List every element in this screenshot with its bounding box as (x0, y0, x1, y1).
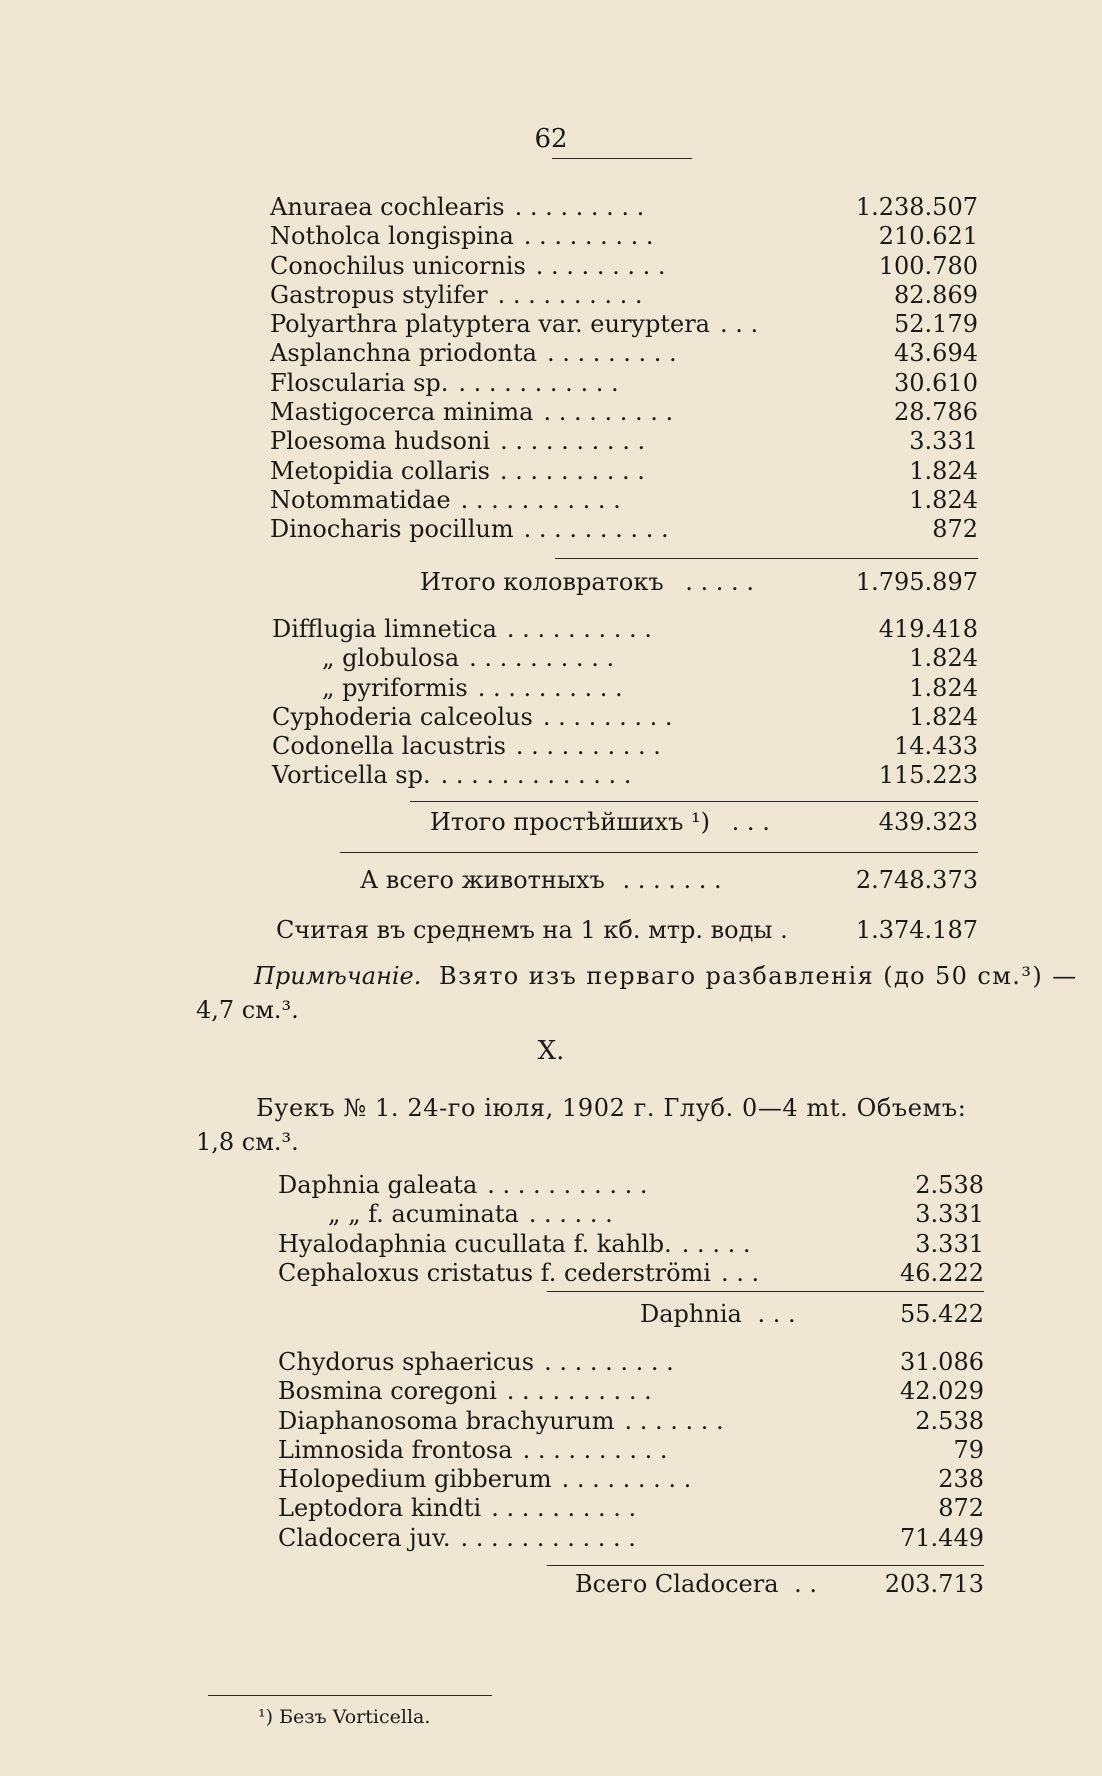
table-row (270, 222, 978, 251)
leader-dots: . . . . . . . . . . . . . (440, 761, 632, 790)
row-name: Notommatidae . . . . . . . . . . . (270, 485, 621, 514)
table-row (278, 1200, 984, 1229)
table-row (272, 674, 978, 703)
table-row (278, 1348, 984, 1377)
leader-dots: . . . . . . . . . . (523, 515, 669, 544)
table-row (272, 761, 978, 790)
table-row (270, 281, 978, 310)
cladocera-total-value: 203.713 (884, 1570, 984, 1598)
row-name: Hyalodaphnia cucullata f. kahlb. . . . . . (278, 1229, 751, 1258)
row-value: 872 (932, 515, 978, 544)
row-name: Conochilus unicornis . . . . . . . . . (270, 251, 666, 280)
row-name: „ „ f. acuminata . . . . . . (328, 1200, 613, 1229)
row-value: 30.610 (894, 368, 978, 397)
table-row (272, 644, 978, 673)
all-animals-value: 2.748.373 (855, 866, 978, 894)
row-name: Vorticella sp. . . . . . . . . . . . . . (272, 761, 632, 790)
row-name: Anuraea cochlearis . . . . . . . . . (270, 193, 645, 221)
leader-dots: . . . . . . . . . . (522, 1435, 668, 1464)
row-value: 52.179 (894, 310, 978, 339)
row-name: Limnosida frontosa . . . . . . . . . . (278, 1435, 668, 1464)
rotifers-table (270, 193, 978, 545)
per-m3-row (276, 916, 978, 946)
protozoa-table (272, 615, 978, 791)
all-animals-label: А всего животныхъ . . . . . . . (360, 866, 722, 894)
table-row (270, 427, 978, 456)
daphnia-table (278, 1171, 984, 1288)
row-value: 82.869 (894, 280, 978, 309)
footnote-rule (208, 1695, 492, 1696)
note-line (254, 962, 1078, 990)
note-text: Взято изъ перваго разбавленія (до 50 см.³) — (439, 962, 1078, 990)
table-row (278, 1524, 984, 1553)
table-row (272, 615, 978, 644)
table-row (270, 369, 978, 398)
row-name: Notholca longispina . . . . . . . . . (270, 222, 654, 251)
leader-dots: . . . . . . . . . (542, 702, 673, 731)
leader-dots: . . . (719, 310, 759, 339)
row-value: 1.824 (909, 644, 978, 673)
leader-dots: . . . . . . . . . (535, 251, 666, 280)
leader-dots: . . . . . . . . . . . (458, 368, 619, 397)
leader-dots: . . . . . . . . . (546, 339, 677, 368)
table-row (278, 1494, 984, 1523)
protozoa-total-value: 439.323 (878, 808, 978, 836)
row-value: 1.238.507 (855, 193, 978, 221)
row-name: Mastigocerca minima . . . . . . . . . (270, 398, 674, 427)
table-row (278, 1230, 984, 1259)
row-value: 43.694 (894, 339, 978, 368)
row-value: 1.824 (909, 456, 978, 485)
leader-dots: . . . (720, 1258, 760, 1287)
row-value: 3.331 (915, 1200, 984, 1229)
row-value: 3.331 (915, 1229, 984, 1258)
leader-dots: . . . . . . . . . (514, 193, 645, 221)
row-value: 115.223 (878, 761, 978, 790)
leader-dots: . . . . . . . . . (523, 222, 654, 251)
cladocera-total-row (575, 1570, 984, 1600)
page-number: 62 (534, 124, 568, 154)
table-row (270, 193, 978, 222)
cladocera-total-label: Всего Cladocera . . (575, 1570, 818, 1598)
row-value: 872 (938, 1494, 984, 1523)
row-value: 1.824 (909, 485, 978, 514)
all-animals-rule (340, 852, 978, 853)
row-name: Bosmina coregoni . . . . . . . . . . (278, 1377, 652, 1406)
row-name: Chydorus sphaericus . . . . . . . . . (278, 1348, 674, 1376)
row-name: Difflugia limnetica . . . . . . . . . . (272, 615, 652, 643)
leader-dots: . . . . . . . . . . . . (460, 1523, 636, 1552)
leader-dots: . . . . . . . . . . (491, 1494, 637, 1523)
row-value: 1.824 (909, 702, 978, 731)
row-name: Holopedium gibberum . . . . . . . . . (278, 1465, 692, 1494)
sample-header-line1: Буекъ № 1. 24-го іюля, 1902 г. Глуб. 0—4 mt. Объемъ: (256, 1094, 967, 1122)
row-value: 79 (953, 1435, 984, 1464)
row-name: Asplanchna priodonta . . . . . . . . . (270, 339, 677, 368)
row-value: 46.222 (900, 1258, 984, 1287)
leader-dots: . . . . . . . (624, 1406, 724, 1435)
row-name: „ pyriformis . . . . . . . . . . (322, 673, 623, 702)
row-value: 3.331 (909, 427, 978, 456)
leader-dots: . . . . . . . . . (544, 1348, 674, 1376)
row-name: Cephaloxus cristatus f. cederströmi . . . (278, 1258, 760, 1287)
table-row (278, 1171, 984, 1200)
table-row (278, 1465, 984, 1494)
note-title: Примѣчаніе. (254, 962, 422, 990)
daphnia-total-value: 55.422 (900, 1300, 984, 1328)
row-value: 2.538 (915, 1406, 984, 1435)
row-name: Metopidia collaris . . . . . . . . . . (270, 456, 645, 485)
daphnia-total-rule (547, 1291, 984, 1292)
page-number-rule (552, 158, 692, 159)
rotifers-total-label: Итого коловратокъ . . . . . (420, 568, 754, 596)
leader-dots: . . . . . . (528, 1200, 613, 1229)
cladocera-table (278, 1348, 984, 1553)
row-value: 14.433 (894, 732, 978, 761)
leader-dots: . . . . . . . . . . (499, 456, 645, 485)
table-row (270, 457, 978, 486)
leader-dots: . . . . . . . . . . (506, 615, 652, 643)
leader-dots: . . . . . . . . . . (506, 1377, 652, 1406)
leader-dots: . . . . . . . . . . . (487, 1171, 648, 1199)
row-name: Codonella lacustris . . . . . . . . . . (272, 732, 661, 761)
protozoa-total-row (430, 808, 978, 838)
table-row (270, 339, 978, 368)
note-continuation: 4,7 см.³. (196, 996, 299, 1024)
leader-dots: . . . . . . . . . (543, 398, 674, 427)
cladocera-total-rule (547, 1565, 984, 1566)
table-row (270, 515, 978, 544)
leader-dots: . . . . . . . . . . (477, 673, 623, 702)
row-name: Cyphoderia calceolus . . . . . . . . . (272, 702, 673, 731)
row-name: Ploesoma hudsoni . . . . . . . . . . (270, 427, 646, 456)
all-animals-row (360, 866, 978, 896)
leader-dots: . . . . . . . . . . (500, 427, 646, 456)
table-row (278, 1407, 984, 1436)
footnote: ¹) Безъ Vorticella. (258, 1706, 431, 1728)
table-row (272, 703, 978, 732)
row-name: Floscularia sp. . . . . . . . . . . . (270, 368, 619, 397)
row-value: 238 (938, 1465, 984, 1494)
row-value: 210.621 (878, 222, 978, 251)
table-row (278, 1259, 984, 1288)
row-value: 71.449 (900, 1523, 984, 1552)
row-value: 28.786 (894, 398, 978, 427)
row-name: Cladocera juv. . . . . . . . . . . . . (278, 1523, 636, 1552)
row-name: Diaphanosoma brachyurum . . . . . . . (278, 1406, 724, 1435)
table-row (270, 398, 978, 427)
table-row (270, 310, 978, 339)
daphnia-total-label: Daphnia . . . (640, 1300, 796, 1328)
row-name: Dinocharis pocillum . . . . . . . . . . (270, 515, 669, 544)
leader-dots: . . . . . (681, 1229, 751, 1258)
per-m3-value: 1.374.187 (855, 916, 978, 944)
protozoa-total-rule (410, 801, 978, 802)
rotifers-total-row (420, 568, 978, 598)
row-name: Polyarthra platyptera var. euryptera . . . (270, 310, 759, 339)
rotifers-total-rule (555, 558, 978, 559)
rotifers-total-value: 1.795.897 (855, 568, 978, 596)
row-value: 419.418 (878, 615, 978, 643)
leader-dots: . . . . . . . . . (561, 1465, 692, 1494)
table-row (278, 1436, 984, 1465)
leader-dots: . . . . . . . . . . (469, 644, 615, 673)
row-name: Leptodora kindti . . . . . . . . . . (278, 1494, 637, 1523)
per-m3-label: Считая въ среднемъ на 1 кб. мтр. воды . (276, 916, 788, 944)
row-value: 31.086 (900, 1348, 984, 1376)
sample-header-line2: 1,8 см.³. (196, 1128, 299, 1156)
row-name: Daphnia galeata . . . . . . . . . . . (278, 1171, 648, 1199)
row-value: 42.029 (900, 1377, 984, 1406)
row-name: Gastropus stylifer . . . . . . . . . . (270, 280, 643, 309)
leader-dots: . . . . . . . . . . . (460, 485, 621, 514)
leader-dots: . . . . . . . . . . (515, 732, 661, 761)
table-row (278, 1377, 984, 1406)
row-value: 1.824 (909, 673, 978, 702)
table-row (270, 252, 978, 281)
protozoa-total-label: Итого простѣйшихъ ¹) . . . (430, 808, 770, 836)
section-heading: X. (537, 1036, 565, 1066)
table-row (270, 486, 978, 515)
table-row (272, 732, 978, 761)
row-name: „ globulosa . . . . . . . . . . (322, 644, 615, 673)
row-value: 2.538 (915, 1171, 984, 1199)
row-value: 100.780 (878, 251, 978, 280)
leader-dots: . . . . . . . . . . (497, 280, 643, 309)
daphnia-total-row (640, 1300, 984, 1330)
